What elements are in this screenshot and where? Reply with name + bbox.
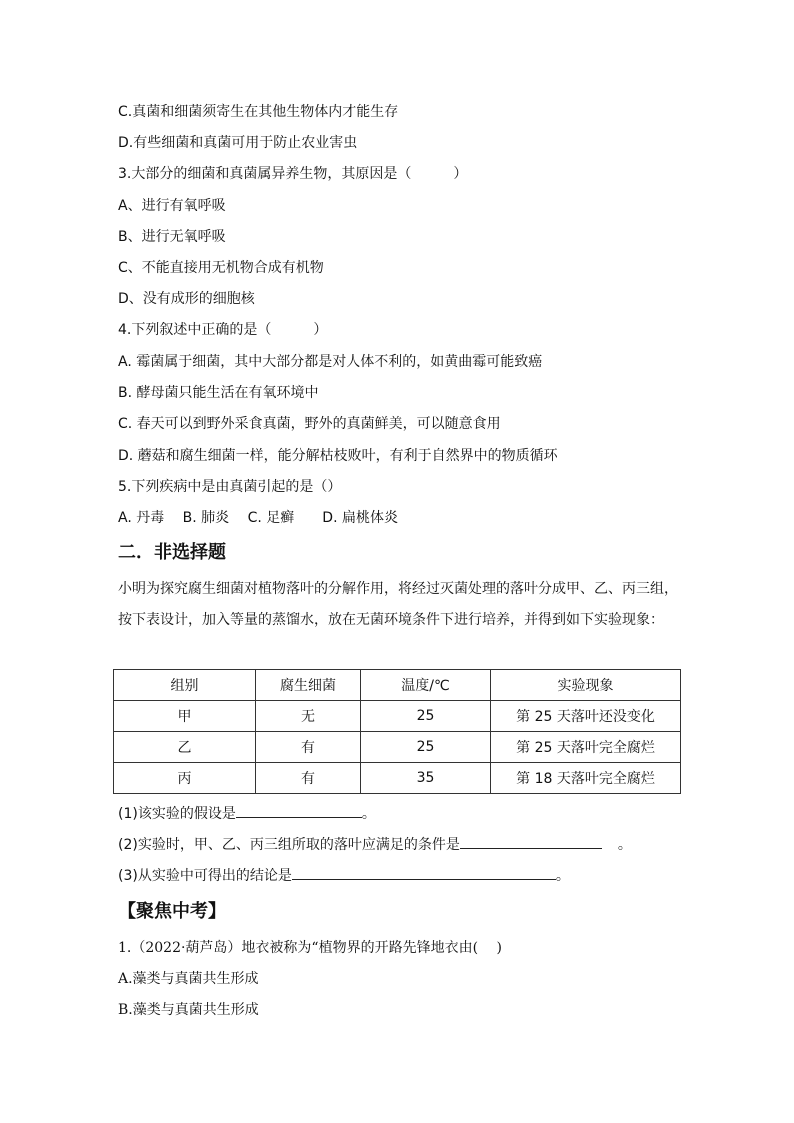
table-cell: 有 [256,732,361,763]
subquestion-3-suffix: 。 [555,868,570,884]
table-cell: 25 [361,732,491,763]
section2-intro: 小明为探究腐生细菌对植物落叶的分解作用，将经过灭菌处理的落叶分成甲、乙、丙三组，按下表设计，加入等量的蒸馏水，放在无菌环境条件下进行培养，并得到如下实验现象： [118,581,678,628]
q3-option-a: A、进行有氧呼吸 [118,198,226,214]
subquestion-3-prefix: (3)从实验中可得出的结论是 [118,868,292,884]
q2-option-c: C.真菌和细菌须寄生在其他生物体内才能生存 [118,104,399,120]
table-row [114,763,681,794]
subquestion-1 [118,803,376,824]
answer-blank-2[interactable] [460,834,602,849]
experiment-table [113,669,681,794]
q3-option-d: D、没有成形的细胞核 [118,291,255,307]
q3-option-c: C、不能直接用无机物合成有机物 [118,260,324,276]
q3-stem: 3.大部分的细菌和真菌属异养生物，其原因是（ ） [118,166,468,182]
subquestion-1-suffix: 。 [361,806,376,822]
subquestion-1-prefix: (1)该实验的假设是 [118,806,236,822]
answer-blank-3[interactable] [292,865,556,880]
table-header-row [114,670,681,701]
q5-stem: 5.下列疾病中是由真菌引起的是（） [118,479,342,495]
q5-options: A. 丹毒 B. 肺炎 C. 足癣 D. 扁桃体炎 [118,510,398,526]
table-cell: 第 25 天落叶还没变化 [491,701,681,732]
section2-heading: 二．非选择题 [118,542,226,563]
table-cell: 有 [256,763,361,794]
q4-stem: 4.下列叙述中正确的是（ ） [118,322,328,338]
table-cell: 25 [361,701,491,732]
answer-blank-1[interactable] [236,803,362,818]
table-cell: 丙 [114,763,256,794]
subquestion-3 [118,865,570,886]
zk-q1-stem: 1.（2022·葫芦岛）地衣被称为“植物界的开路先锋地衣由( ) [118,940,502,956]
subquestion-2 [118,834,632,855]
table-cell: 第 18 天落叶完全腐烂 [491,763,681,794]
subquestion-2-suffix: 。 [617,837,632,853]
table-cell: 35 [361,763,491,794]
table-row [114,701,681,732]
q4-option-d: D. 蘑菇和腐生细菌一样，能分解枯枝败叶，有利于自然界中的物质循环 [118,448,558,464]
zk-q1-option-b: B.藻类与真菌共生形成 [118,1002,259,1018]
table-header-cell: 实验现象 [491,670,681,701]
table-header-cell: 温度/℃ [361,670,491,701]
q2-option-d: D.有些细菌和真菌可用于防止农业害虫 [118,135,358,151]
q4-option-b: B. 酵母菌只能生活在有氧环境中 [118,385,319,401]
zk-q1-option-a: A.藻类与真菌共生形成 [118,971,259,987]
table-header-cell: 组别 [114,670,256,701]
table-cell: 无 [256,701,361,732]
q4-option-a: A. 霉菌属于细菌，其中大部分都是对人体不利的，如黄曲霉可能致癌 [118,354,543,370]
table-header-cell: 腐生细菌 [256,670,361,701]
table-row [114,732,681,763]
q3-option-b: B、进行无氧呼吸 [118,229,226,245]
q4-option-c: C. 春天可以到野外采食真菌，野外的真菌鲜美，可以随意食用 [118,416,501,432]
table-cell: 第 25 天落叶完全腐烂 [491,732,681,763]
section3-heading: 【聚焦中考】 [118,901,226,922]
subquestion-2-prefix: (2)实验时，甲、乙、丙三组所取的落叶应满足的条件是 [118,837,460,853]
table-cell: 乙 [114,732,256,763]
table-cell: 甲 [114,701,256,732]
